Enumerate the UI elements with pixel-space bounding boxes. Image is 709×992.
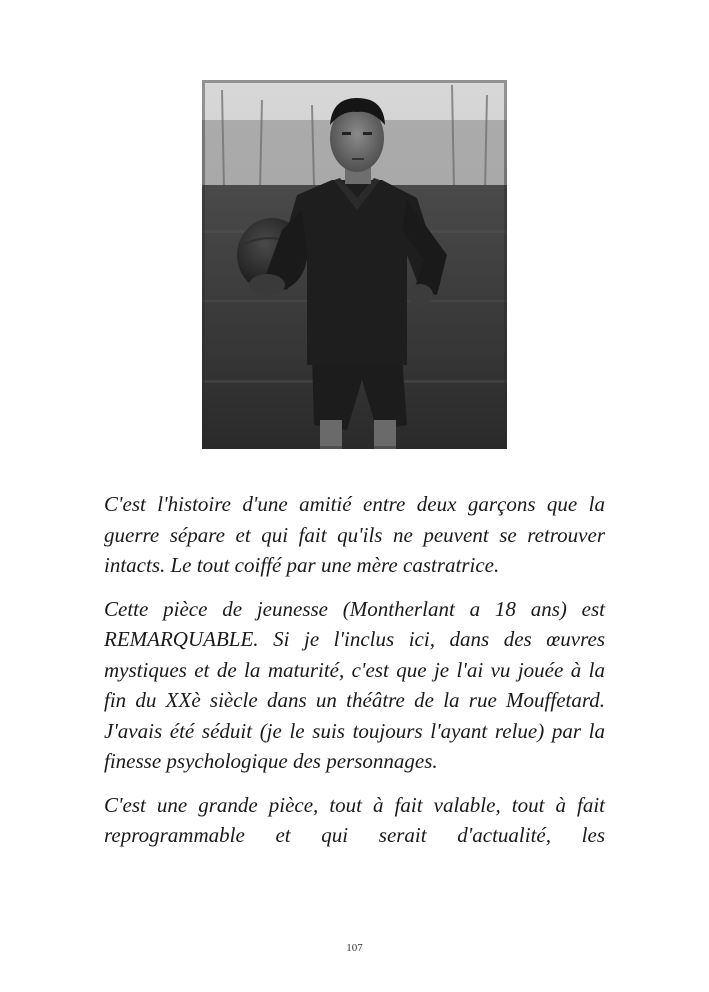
page-number: 107 — [346, 942, 363, 954]
paragraph-2: Cette pièce de jeunesse (Montherlant a 18 ans) est REMARQUABLE. Si je l'inclus ici, dans des œuvres mystiques et de la maturité, c'est que je l'ai vu jouée à la fin du XXè siècle dans un théâtre de la rue Mouffetard. J'avais été séduit (je le suis toujours l'ayant relue) par la finesse psychologique des personnages. — [104, 596, 605, 773]
paragraph-3: C'est une grande pièce, tout à fait valable, tout à fait reprogrammable et qui serait d'actualité, les — [104, 792, 605, 847]
portrait-photo-image — [202, 80, 507, 449]
paragraph-1: C'est l'histoire d'une amitié entre deux garçons que la guerre sépare et qui fait qu'ils ne peuvent se retrouver intacts. Le tout coiffé par une mère castratrice. — [104, 492, 605, 577]
body-text — [104, 489, 605, 864]
portrait-photo — [202, 80, 507, 449]
